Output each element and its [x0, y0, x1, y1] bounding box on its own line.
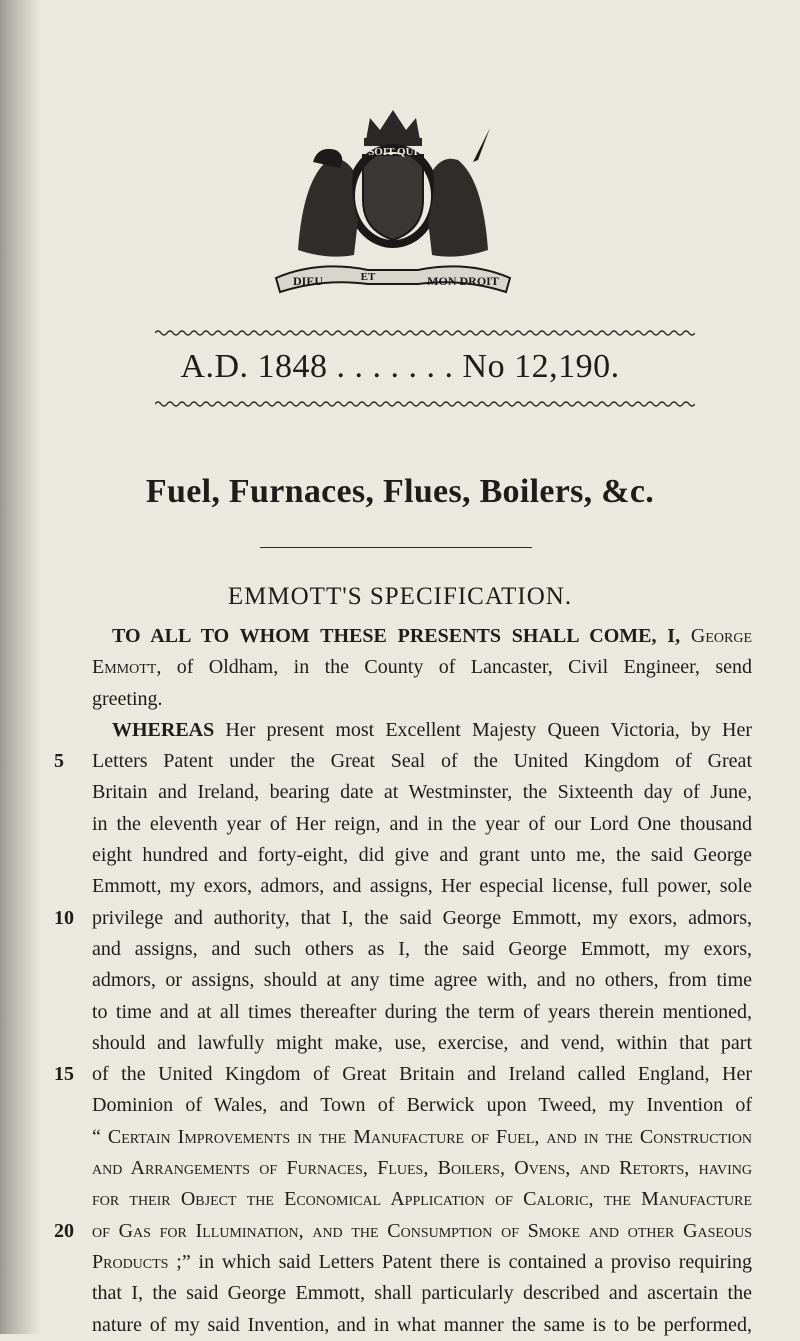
- invention-title-end: Products ;”: [92, 1250, 191, 1273]
- whereas-keyword: WHEREAS: [112, 718, 215, 741]
- patent-number: No 12,190.: [462, 348, 620, 385]
- patent-year: A.D. 1848: [180, 348, 328, 385]
- body-line-7: in the eleventh year of Her reign, and in the year of our Lord One thousand: [92, 812, 752, 835]
- line-number-10: 10: [54, 906, 74, 929]
- patent-leader-dots: . . . . . . .: [336, 348, 454, 385]
- line-number-5: 5: [54, 750, 64, 773]
- body-line-1: [92, 621, 752, 652]
- royal-coat-of-arms-crest: [258, 100, 528, 300]
- line-number-15: 15: [54, 1063, 74, 1086]
- line-number-20: 20: [54, 1219, 74, 1242]
- author-first-name: George: [690, 625, 752, 647]
- body-line-4-text: Her present most Excellent Majesty Queen Victoria, by Her: [225, 718, 753, 741]
- body-line-2: [92, 652, 752, 683]
- body-line-20-text: of Gas for Illumination, and the Consumption of Smoke and other Gaseous: [92, 1219, 752, 1242]
- book-binding-shadow: [0, 0, 40, 1334]
- motto-mid: ET: [360, 271, 376, 283]
- title-divider: [260, 547, 532, 548]
- body-line-14: should and lawfully might make, use, exercise, and vend, within that part: [92, 1031, 752, 1054]
- author-surname: Emmott,: [92, 656, 162, 679]
- body-line-15-text: of the United Kingdom of Great Britain and Ireland called England, Her: [92, 1063, 752, 1086]
- body-line-19-invention-title: for their Object the Economical Application of Caloric, the Manufacture: [92, 1188, 752, 1211]
- body-line-23: nature of my said Invention, and in what manner the same is to be performed,: [92, 1313, 752, 1336]
- body-line-21-text: in which said Letters Patent there is contained a proviso requiring: [198, 1250, 753, 1273]
- body-line-8: eight hundred and forty-eight, did give and grant unto me, the said George: [92, 844, 752, 867]
- body-line-9: Emmott, my exors, admors, and assigns, Her especial license, full power, sole: [92, 875, 752, 898]
- body-line-6: Britain and Ireland, bearing date at Westminster, the Sixteenth day of June,: [92, 781, 752, 804]
- motto-left: DIEU: [292, 274, 324, 288]
- body-line-17-invention-title: “ Certain Improvements in the Manufacture of Fuel, and in the Construction: [92, 1125, 752, 1148]
- body-line-2-text: of Oldham, in the County of Lancaster, Civil Engineer, send: [176, 656, 752, 679]
- specification-heading: EMMOTT'S SPECIFICATION.: [227, 583, 573, 610]
- body-line-5: [54, 746, 752, 777]
- opening-salutation: TO ALL TO WHOM THESE PRESENTS SHALL COME, I,: [112, 625, 681, 647]
- document-title: Fuel, Furnaces, Flues, Boilers, &c.: [145, 473, 655, 510]
- body-line-11: and assigns, and such others as I, the said George Emmott, my exors,: [92, 937, 752, 960]
- body-line-10-text: privilege and authority, that I, the said George Emmott, my exors, admors,: [92, 906, 752, 929]
- body-line-16: Dominion of Wales, and Town of Berwick upon Tweed, my Invention of: [92, 1094, 752, 1117]
- body-line-22: that I, the said George Emmott, shall particularly described and ascertain the: [92, 1282, 752, 1305]
- body-line-20-invention-title: [54, 1216, 752, 1247]
- wavy-rule-bottom: [155, 400, 695, 408]
- body-line-21: [92, 1247, 752, 1278]
- body-line-15: [54, 1059, 752, 1090]
- body-line-3: greeting.: [92, 687, 163, 710]
- body-line-18-invention-title: and Arrangements of Furnaces, Flues, Boilers, Ovens, and Retorts, having: [92, 1157, 752, 1180]
- motto-right: MON DROIT: [427, 274, 499, 288]
- specification-body: [54, 621, 753, 1341]
- body-line-12: admors, or assigns, should at any time agree with, and no others, from time: [92, 969, 752, 992]
- patent-header: [0, 348, 800, 386]
- body-line-10: [54, 903, 752, 934]
- body-line-4: [92, 715, 752, 746]
- body-line-13: to time and at all times thereafter during the term of years therein mentioned,: [92, 1000, 752, 1023]
- body-line-5-text: Letters Patent under the Great Seal of the United Kingdom of Great: [92, 750, 752, 773]
- wavy-rule-top: [155, 329, 695, 337]
- garter-inscription: SOIT QUI: [368, 146, 418, 158]
